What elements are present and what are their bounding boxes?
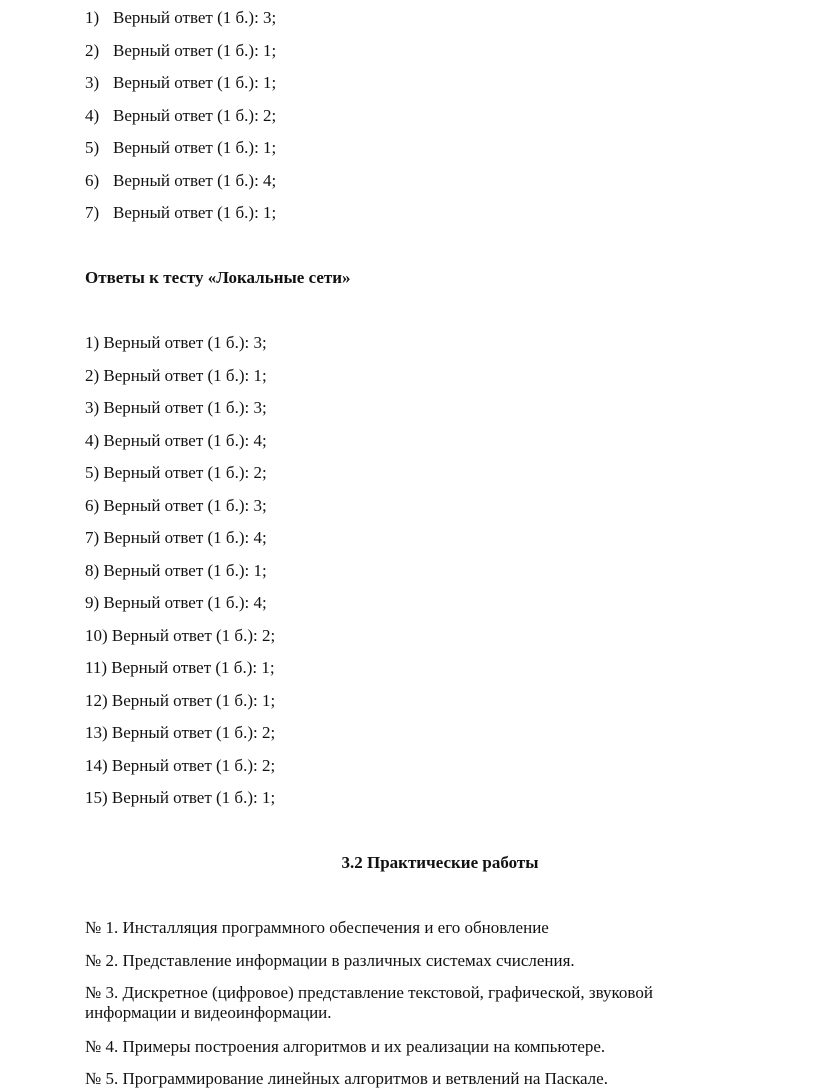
answer-line: 1) Верный ответ (1 б.): 3; [85,333,267,352]
answer-line: 10) Верный ответ (1 б.): 2; [85,626,276,645]
practical-item: № 1. Инсталляция программного обеспечения и его обновление [85,918,549,937]
answer-line [85,8,276,28]
answer-line: 6) Верный ответ (1 б.): 3; [85,496,267,515]
answer-line: 14) Верный ответ (1 б.): 2; [85,756,276,775]
answer-line [85,171,276,191]
answer-text: Верный ответ (1 б.): 1; [113,203,277,222]
answer-line [85,41,276,61]
answer-line: 15) Верный ответ (1 б.): 1; [85,788,276,807]
answer-text: Верный ответ (1 б.): 4; [113,171,277,190]
answer-line: 12) Верный ответ (1 б.): 1; [85,691,276,710]
answer-line: 3) Верный ответ (1 б.): 3; [85,398,267,417]
answer-number: 5) [85,138,100,157]
answer-number: 6) [85,171,100,190]
answer-text: Верный ответ (1 б.): 1; [113,138,277,157]
answer-number: 4) [85,106,100,125]
answer-line: 9) Верный ответ (1 б.): 4; [85,593,267,612]
answer-line: 7) Верный ответ (1 б.): 4; [85,528,267,547]
practical-title: 3.2 Практические работы [341,853,539,872]
answer-line: 2) Верный ответ (1 б.): 1; [85,366,267,385]
answer-line [85,73,276,93]
answer-text: Верный ответ (1 б.): 3; [113,8,277,27]
answer-line [85,106,276,126]
answer-number: 1) [85,8,100,27]
answer-number: 3) [85,73,100,92]
answer-text: Верный ответ (1 б.): 1; [113,41,277,60]
practical-item: № 2. Представление информации в различных системах счисления. [85,951,575,970]
answer-number: 2) [85,41,100,60]
answer-number: 7) [85,203,100,222]
answer-line: 8) Верный ответ (1 б.): 1; [85,561,267,580]
section-title: Ответы к тесту «Локальные сети» [85,268,351,287]
practical-item: № 3. Дискретное (цифровое) представление текстовой, графической, звуковой информации и видеоинформации. [85,983,653,1022]
practical-item: № 5. Программирование линейных алгоритмов и ветвлений на Паскале. [85,1069,608,1088]
answer-line [85,203,276,223]
answer-line: 5) Верный ответ (1 б.): 2; [85,463,267,482]
answer-line: 13) Верный ответ (1 б.): 2; [85,723,276,742]
answer-line: 11) Верный ответ (1 б.): 1; [85,658,275,677]
practical-item: № 4. Примеры построения алгоритмов и их реализации на компьютере. [85,1037,606,1056]
answer-line: 4) Верный ответ (1 б.): 4; [85,431,267,450]
answer-line [85,138,276,158]
answer-text: Верный ответ (1 б.): 1; [113,73,277,92]
answer-text: Верный ответ (1 б.): 2; [113,106,277,125]
